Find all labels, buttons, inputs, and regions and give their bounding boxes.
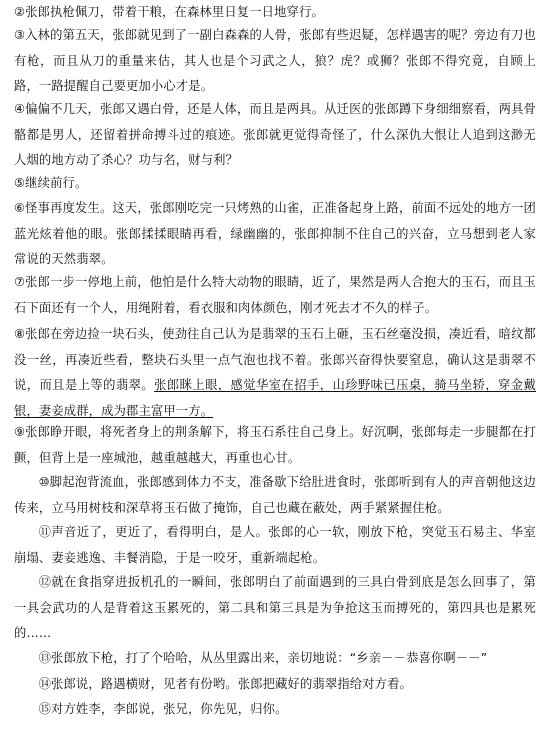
paragraph-13: ⑬张郎放下枪，打了个哈哈，从丛里露出来，亲切地说：“乡亲－－恭喜你啊－－” <box>38 651 488 665</box>
paragraph-10: ⑩脚起泡背流血，张郎感到体力不支，准备歇下给肚进食时，张郎听到有人的声音朝他这边传来，立马用树枝和深草将玉石做了掩饰，自己也藏在蔽处，两手紧紧握住枪。 <box>14 475 536 515</box>
paragraph-2: ②张郎执枪佩刀，带着干粮，在森林里日复一日地穿行。 <box>14 5 324 19</box>
paragraph-15: ⑮对方姓李，李郎说，张兄，你先见，归你。 <box>38 702 288 716</box>
paragraph-8 <box>14 322 536 424</box>
paragraph-6: ⑥怪事再度发生。这天，张郎刚吃完一只烤熟的山雀，正准备起身上路，前面不远处的地方一团蓝光炫着他的眼。张郎揉揉眼睛再看，绿幽幽的，张郎抑制不住自己的兴奋，立马想到老人家常说的天然翡翠。 <box>14 201 536 266</box>
paragraph-7: ⑦张郎一步一停地上前，他怕是什么特大动物的眼睛，近了，果然是两人合抱大的玉石，而且玉石下面还有一个人，用绳附着，看衣服和肉体颜色，刚才死去才不久的样子。 <box>14 275 536 315</box>
paragraph-8-underlined-sentence: 张郎眯上眼，感觉华室在招手，山珍野味已压桌，骑马坐轿，穿金戴银，妻妾成群，成为郡主富甲一方。 <box>14 378 536 418</box>
paragraph-9: ⑨张郎睁开眼，将死者身上的荆条解下，将玉石系往自己身上。好沉啊，张郎每走一步腿都在打颤，但背上是一座城池，越重越越大，再重也心甘。 <box>14 425 536 465</box>
paragraph-8-text: ⑧张郎在旁边捡一块石头，使劲往自己认为是翡翠的玉石上砸，玉石丝毫没损，凑近看，暗纹都没一丝，再凑近些看，整块石头里一点气泡也找不着。张郎兴奋得快要窒息，确认这是翡翠不说，而且是上等的翡翠。 <box>14 327 536 392</box>
paragraph-5: ⑤继续前行。 <box>14 176 88 190</box>
paragraph-11: ⑪声音近了，更近了，看得明白，是人。张郎的心一软，刚放下枪，突觉玉石易主、华室崩塌、妻妾逃逸、丰餐消隐，于是一咬牙，重新端起枪。 <box>14 525 536 565</box>
paragraph-4: ④偏偏不几天，张郎又遇白骨，还是人体，而且是两具。从迁医的张郎蹲下身细细察看，两具骨骼都是男人，还留着拼命搏斗过的痕迹。张郎就更觉得奇怪了，什么深仇大恨让人追到这渺无人烟的地方动了杀心？功与名，财与利？ <box>14 102 536 167</box>
paragraph-14: ⑭张郎说，路遇横财，见者有份哟。张郎把藏好的翡翠指给对方看。 <box>38 677 413 691</box>
paragraph-3: ③入林的第五天，张郎就见到了一副白森森的人骨，张郎有些迟疑，怎样遇害的呢？旁边有刀也有枪，而且从刀的重量来估，其人也是个习武之人，狼？虎？或狮？张郎不得究竟，自顾上路，一路提醒自己要更加小心才是。 <box>14 28 536 93</box>
paragraph-12: ⑫就在食指穿进扳机孔的一瞬间，张郎明白了前面遇到的三具白骨到底是怎么回事了，第一具会武功的人是背着这玉累死的，第二具和第三具是为争抢这玉而搏死的，第四具也是累死的…… <box>14 575 536 640</box>
